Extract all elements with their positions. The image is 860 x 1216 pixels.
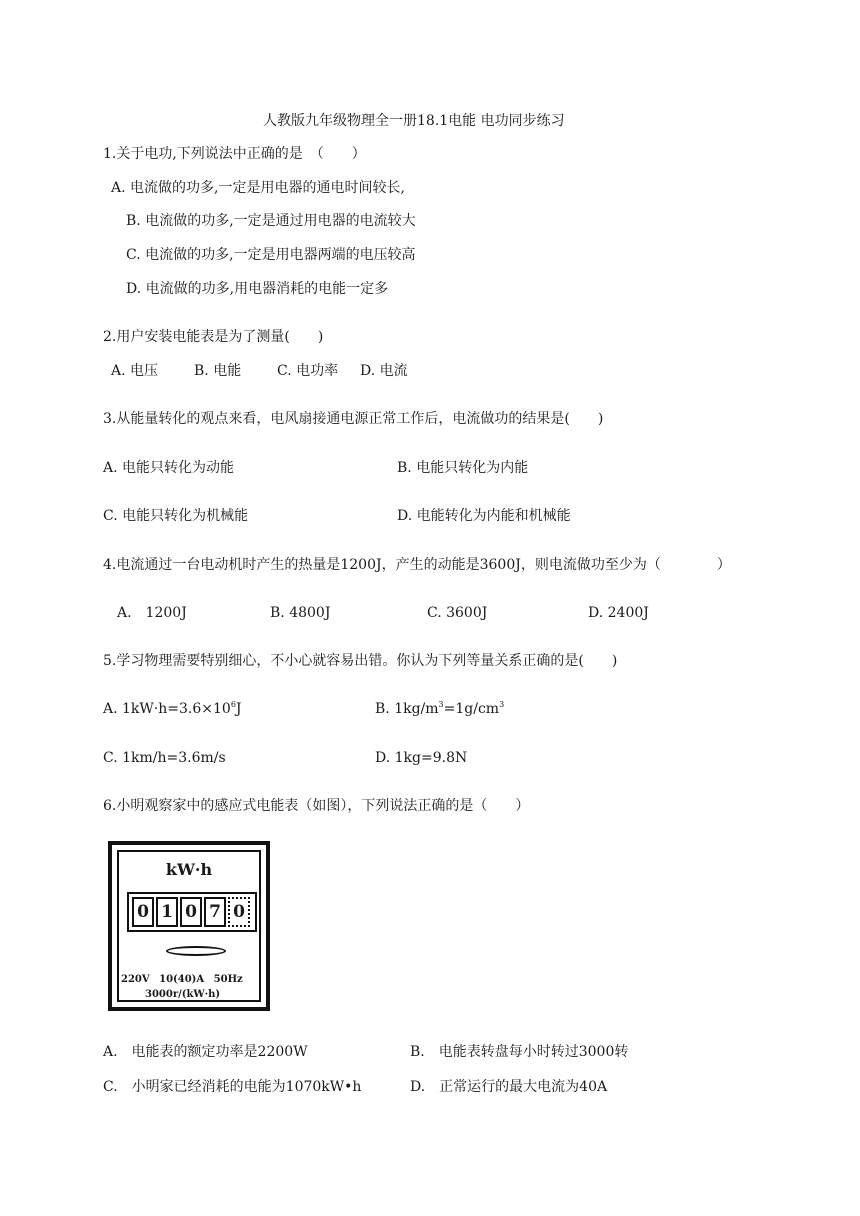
question-1-option-b[interactable]: B. 电流做的功多,一定是通过用电器的电流较大	[126, 213, 416, 229]
question-5-option-b-text-2: =1g/cm	[443, 701, 500, 717]
question-5-option-a-text: A. 1kW·h=3.6×10	[103, 701, 231, 717]
meter-rotating-disc	[166, 946, 226, 956]
question-5-option-b-text: B. 1kg/m	[375, 701, 439, 717]
question-4-option-c[interactable]: C. 3600J	[427, 605, 488, 621]
question-4-stem: 4.电流通过一台电动机时产生的热量是1200J，产生的动能是3600J，则电流做功至少为（ ）	[103, 557, 731, 573]
meter-revolution-constant: 3000r/(kW·h)	[145, 989, 221, 1000]
meter-digit: 0	[132, 897, 154, 927]
exponent: 6	[230, 700, 236, 709]
question-1-option-d[interactable]: D. 电流做的功多,用电器消耗的电能一定多	[126, 281, 389, 297]
question-1-option-c[interactable]: C. 电流做的功多,一定是用电器两端的电压较高	[126, 247, 416, 263]
meter-digit-decimal: 0	[228, 897, 250, 927]
question-2-option-c[interactable]: C. 电功率	[277, 363, 339, 379]
unit: J	[235, 701, 242, 717]
question-6-option-c[interactable]: C. 小明家已经消耗的电能为1070kW•h	[103, 1079, 362, 1095]
question-3-option-b[interactable]: B. 电能只转化为内能	[397, 460, 529, 476]
question-2-option-b[interactable]: B. 电能	[194, 363, 242, 379]
meter-digit: 7	[204, 897, 226, 927]
question-5-option-a[interactable]	[103, 700, 242, 718]
question-1-stem: 1.关于电功,下列说法中正确的是 （ ）	[103, 146, 366, 162]
question-4-option-a[interactable]: A. 1200J	[117, 605, 187, 621]
question-5-stem: 5.学习物理需要特别细心，不小心就容易出错。你认为下列等量关系正确的是( )	[103, 653, 618, 669]
question-3-option-a[interactable]: A. 电能只转化为动能	[103, 460, 235, 476]
question-5-option-d[interactable]: D. 1kg=9.8N	[375, 750, 468, 766]
meter-digit-window	[127, 892, 257, 932]
question-3-stem: 3.从能量转化的观点来看，电风扇接通电源正常工作后，电流做功的结果是( )	[103, 411, 604, 427]
meter-digit: 1	[156, 897, 178, 927]
meter-specs: 220V 10(40)A 50Hz	[121, 974, 243, 985]
meter-panel	[117, 850, 261, 1002]
meter-digit: 0	[180, 897, 202, 927]
electric-meter-figure	[108, 841, 270, 1011]
question-6-option-b[interactable]: B. 电能表转盘每小时转过3000转	[410, 1044, 629, 1060]
question-4-option-d[interactable]: D. 2400J	[588, 605, 649, 621]
meter-unit-label: kW·h	[165, 860, 213, 879]
question-5-option-b[interactable]	[375, 700, 504, 718]
question-2-stem: 2.用户安装电能表是为了测量( )	[103, 329, 324, 345]
question-5-option-c[interactable]: C. 1km/h=3.6m/s	[103, 750, 226, 766]
question-3-option-c[interactable]: C. 电能只转化为机械能	[103, 508, 249, 524]
question-6-option-d[interactable]: D. 正常运行的最大电流为40A	[410, 1079, 608, 1095]
question-2-option-a[interactable]: A. 电压	[111, 363, 159, 379]
exponent: 3	[499, 700, 505, 709]
question-4-option-b[interactable]: B. 4800J	[270, 605, 331, 621]
question-3-option-d[interactable]: D. 电能转化为内能和机械能	[397, 508, 571, 524]
exponent: 3	[438, 700, 444, 709]
question-6-option-a[interactable]: A. 电能表的额定功率是2200W	[103, 1044, 308, 1060]
question-6-stem: 6.小明观察家中的感应式电能表（如图），下列说法正确的是（ ）	[103, 798, 530, 814]
question-2-option-d[interactable]: D. 电流	[360, 363, 408, 379]
question-1-option-a[interactable]: A. 电流做的功多,一定是用电器的通电时间较长,	[111, 180, 405, 196]
page-title: 人教版九年级物理全一册18.1电能 电功同步练习	[263, 113, 565, 129]
